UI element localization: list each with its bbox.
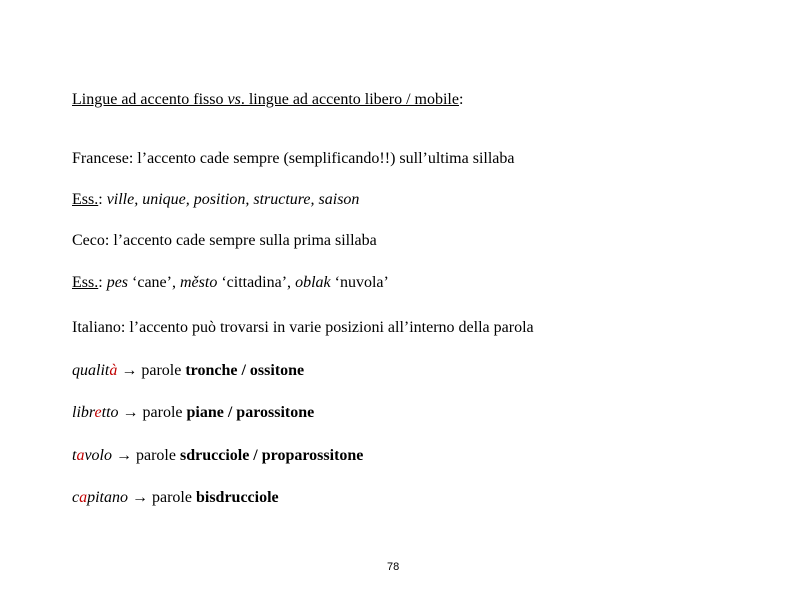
accent-term: bisdrucciole: [195, 489, 279, 506]
stressed-syllable: à: [109, 362, 118, 379]
examples-colon: :: [98, 191, 107, 208]
italian-rule: Italiano: l’accento può trovarsi in varie posizioni all’interno della parola: [72, 319, 534, 336]
arrow-text: → parole: [117, 362, 186, 379]
word-part: pitano: [87, 489, 128, 506]
stressed-syllable: e: [94, 404, 102, 421]
accent-term: tronche / ossitone: [185, 362, 305, 379]
examples-colon: :: [98, 274, 107, 291]
czech-word: město: [179, 274, 218, 291]
example-line: [72, 446, 363, 466]
czech-gloss: ‘cane’,: [128, 274, 180, 291]
page-number: 78: [387, 561, 400, 573]
example-line: [72, 403, 314, 423]
word-part: qualit: [72, 362, 110, 379]
stressed-syllable: a: [76, 447, 85, 464]
czech-rule: Ceco: l’accento cade sempre sulla prima sillaba: [72, 232, 377, 249]
heading-vs: vs: [227, 91, 241, 108]
example-word: [72, 404, 119, 421]
french-words: ville, unique, position, structure, saison: [106, 191, 360, 208]
word-part: t: [72, 447, 77, 464]
czech-word: pes: [106, 274, 129, 291]
word-part: volo: [84, 447, 112, 464]
example-line: [72, 488, 279, 508]
word-part: libr: [72, 404, 95, 421]
arrow-text: → parole: [128, 489, 196, 506]
stressed-syllable: a: [79, 489, 88, 506]
czech-examples: [72, 273, 389, 293]
examples-label: Ess.: [72, 191, 99, 208]
accent-term: sdrucciole / proparossitone: [179, 447, 364, 464]
arrow-text: → parole: [118, 404, 187, 421]
word-part: tto: [101, 404, 119, 421]
accent-term: piane / parossitone: [186, 404, 315, 421]
example-word: [72, 489, 128, 506]
example-word: [72, 447, 112, 464]
word-part: c: [72, 489, 80, 506]
french-examples: [72, 190, 359, 210]
heading-text-1: Lingue ad accento fisso: [72, 91, 228, 108]
arrow-text: → parole: [112, 447, 180, 464]
czech-gloss: ‘nuvola’: [330, 274, 389, 291]
examples-label: Ess.: [72, 274, 99, 291]
example-line: [72, 361, 304, 381]
example-word: [72, 362, 117, 379]
czech-word: oblak: [295, 274, 331, 291]
heading-colon: :: [458, 91, 464, 108]
czech-gloss: ‘cittadina’,: [217, 274, 296, 291]
french-rule: Francese: l’accento cade sempre (semplificando!!) sull’ultima sillaba: [72, 150, 515, 167]
slide-heading: [72, 90, 463, 110]
heading-text-2: . lingue ad accento libero / mobile: [240, 91, 459, 108]
